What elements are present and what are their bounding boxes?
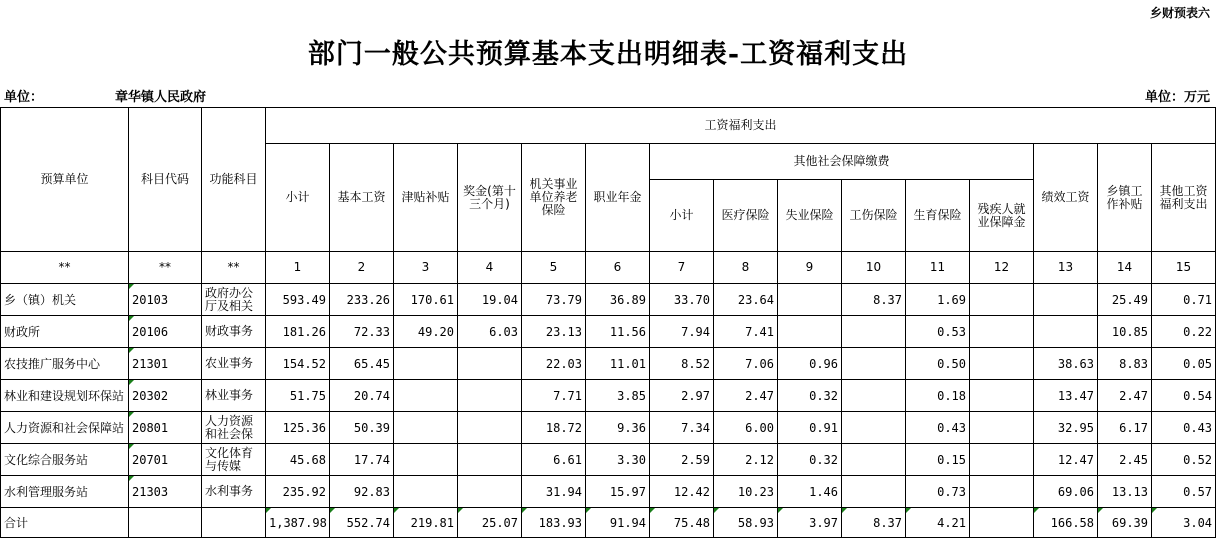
table-row — [1, 444, 1216, 476]
header-performance: 绩效工资 — [1034, 144, 1098, 252]
index-cell: 1 — [266, 252, 330, 284]
cell-amount: 23.64 — [714, 284, 778, 316]
cell-amount: 125.36 — [266, 412, 330, 444]
cell-amount: 15.97 — [586, 476, 650, 508]
cell-amount: 8.83 — [1098, 348, 1152, 380]
cell-amount: 0.43 — [906, 412, 970, 444]
header-other-social-security: 其他社会保障缴费 — [650, 144, 1034, 180]
unit-label: 单位： — [4, 90, 44, 105]
index-cell: 4 — [458, 252, 522, 284]
cell-amount — [458, 348, 522, 380]
header-function-subject: 功能科目 — [202, 108, 266, 252]
cell-amount: 2.12 — [714, 444, 778, 476]
cell-amount — [458, 412, 522, 444]
header-injury: 工伤保险 — [842, 180, 906, 252]
index-cell: 2 — [330, 252, 394, 284]
cell-amount: 0.73 — [906, 476, 970, 508]
cell-amount: 233.26 — [330, 284, 394, 316]
cell-amount — [970, 380, 1034, 412]
index-row — [1, 252, 1216, 284]
cell-amount: 11.01 — [586, 348, 650, 380]
cell-amount: 6.03 — [458, 316, 522, 348]
header-medical: 医疗保险 — [714, 180, 778, 252]
cell-amount: 9.36 — [586, 412, 650, 444]
table-row — [1, 380, 1216, 412]
cell-amount — [842, 444, 906, 476]
cell-function-subject: 财政事务 — [202, 316, 266, 348]
cell-amount: 11.56 — [586, 316, 650, 348]
header-other-welfare: 其他工资福利支出 — [1152, 144, 1216, 252]
currency-unit-label: 单位：万元 — [1144, 90, 1210, 105]
cell-amount: 170.61 — [394, 284, 458, 316]
cell-amount: 0.32 — [778, 444, 842, 476]
header-bonus: 奖金(第十三个月) — [458, 144, 522, 252]
cell-amount: 19.04 — [458, 284, 522, 316]
cell-budget-unit: 人力资源和社会保障站 — [1, 412, 129, 444]
cell-subject-code: 20103 — [129, 284, 202, 316]
header-budget-unit: 预算单位 — [1, 108, 129, 252]
cell-amount: 8.52 — [650, 348, 714, 380]
header-maternity: 生育保险 — [906, 180, 970, 252]
cell-function-subject: 人力资源和社会保 — [202, 412, 266, 444]
cell-amount — [970, 412, 1034, 444]
index-cell: 8 — [714, 252, 778, 284]
cell-amount — [842, 316, 906, 348]
cell-amount: 0.15 — [906, 444, 970, 476]
cell-amount: 235.92 — [266, 476, 330, 508]
cell-budget-unit: 林业和建设规划环保站 — [1, 380, 129, 412]
cell-amount: 2.47 — [714, 380, 778, 412]
cell-amount: 0.57 — [1152, 476, 1216, 508]
cell-amount: 20.74 — [330, 380, 394, 412]
header-allowance: 津贴补贴 — [394, 144, 458, 252]
cell-amount: 0.71 — [1152, 284, 1216, 316]
index-cell: 11 — [906, 252, 970, 284]
cell-amount: 1.69 — [906, 284, 970, 316]
header-subject-code: 科目代码 — [129, 108, 202, 252]
cell-amount: 0.32 — [778, 380, 842, 412]
cell-amount: 91.94 — [586, 508, 650, 538]
cell-amount: 25.07 — [458, 508, 522, 538]
cell-amount: 7.34 — [650, 412, 714, 444]
cell-amount: 51.75 — [266, 380, 330, 412]
cell-amount: 32.95 — [1034, 412, 1098, 444]
cell-amount: 1,387.98 — [266, 508, 330, 538]
cell-amount: 2.97 — [650, 380, 714, 412]
cell-amount — [970, 316, 1034, 348]
cell-amount: 7.06 — [714, 348, 778, 380]
cell-amount: 69.06 — [1034, 476, 1098, 508]
table-row — [1, 476, 1216, 508]
cell-amount — [842, 412, 906, 444]
index-cell: 3 — [394, 252, 458, 284]
index-cell: 10 — [842, 252, 906, 284]
cell-amount: 0.91 — [778, 412, 842, 444]
page-title: 部门一般公共预算基本支出明细表-工资福利支出 — [307, 39, 909, 70]
cell-amount: 31.94 — [522, 476, 586, 508]
cell-amount: 8.37 — [842, 508, 906, 538]
index-cell: 15 — [1152, 252, 1216, 284]
cell-amount: 0.53 — [906, 316, 970, 348]
cell-amount: 72.33 — [330, 316, 394, 348]
cell-amount: 38.63 — [1034, 348, 1098, 380]
unit-org-name: 章华镇人民政府 — [115, 90, 207, 105]
cell-amount: 7.41 — [714, 316, 778, 348]
cell-function-subject: 政府办公厅及相关 — [202, 284, 266, 316]
cell-amount: 49.20 — [394, 316, 458, 348]
cell-amount — [778, 316, 842, 348]
cell-amount — [394, 380, 458, 412]
cell-amount: 22.03 — [522, 348, 586, 380]
cell-amount: 10.85 — [1098, 316, 1152, 348]
cell-amount — [970, 348, 1034, 380]
cell-amount — [394, 412, 458, 444]
cell-amount: 92.83 — [330, 476, 394, 508]
cell-amount: 181.26 — [266, 316, 330, 348]
cell-function-subject: 水利事务 — [202, 476, 266, 508]
cell-amount: 1.46 — [778, 476, 842, 508]
cell-budget-unit: 乡（镇）机关 — [1, 284, 129, 316]
budget-table — [0, 107, 1216, 538]
index-cell: ** — [129, 252, 202, 284]
cell-amount: 2.59 — [650, 444, 714, 476]
cell-amount: 0.18 — [906, 380, 970, 412]
cell-amount — [458, 476, 522, 508]
cell-amount — [842, 476, 906, 508]
cell-amount: 3.85 — [586, 380, 650, 412]
cell-amount — [970, 444, 1034, 476]
cell-amount: 4.21 — [906, 508, 970, 538]
header-pension: 机关事业单位养老保险 — [522, 144, 586, 252]
index-cell: ** — [202, 252, 266, 284]
cell-amount: 13.47 — [1034, 380, 1098, 412]
cell-amount: 0.96 — [778, 348, 842, 380]
cell-amount: 33.70 — [650, 284, 714, 316]
cell-amount: 6.17 — [1098, 412, 1152, 444]
header-salary-welfare: 工资福利支出 — [266, 108, 1216, 144]
cell-amount: 12.42 — [650, 476, 714, 508]
cell-amount: 154.52 — [266, 348, 330, 380]
cell-subject-code: 20701 — [129, 444, 202, 476]
table-row — [1, 412, 1216, 444]
cell-amount: 0.52 — [1152, 444, 1216, 476]
cell-function-subject: 农业事务 — [202, 348, 266, 380]
cell-subject-code: 21301 — [129, 348, 202, 380]
index-cell: ** — [1, 252, 129, 284]
total-row — [1, 508, 1216, 538]
cell-amount — [842, 380, 906, 412]
cell-amount — [394, 476, 458, 508]
header-unemployment: 失业保险 — [778, 180, 842, 252]
cell-amount: 0.05 — [1152, 348, 1216, 380]
cell-budget-unit: 农技推广服务中心 — [1, 348, 129, 380]
cell-budget-unit: 水利管理服务站 — [1, 476, 129, 508]
cell-amount: 23.13 — [522, 316, 586, 348]
cell-subject-code: 20106 — [129, 316, 202, 348]
cell-amount — [970, 508, 1034, 538]
cell-amount: 25.49 — [1098, 284, 1152, 316]
cell-amount — [970, 476, 1034, 508]
cell-amount: 2.45 — [1098, 444, 1152, 476]
cell-function-subject: 林业事务 — [202, 380, 266, 412]
cell-amount: 219.81 — [394, 508, 458, 538]
cell-amount — [1034, 284, 1098, 316]
cell-amount: 6.61 — [522, 444, 586, 476]
cell-amount: 45.68 — [266, 444, 330, 476]
header-basic-salary: 基本工资 — [330, 144, 394, 252]
header-disabled: 残疾人就业保障金 — [970, 180, 1034, 252]
cell-amount: 0.50 — [906, 348, 970, 380]
cell-function-subject: 文化体育与传媒 — [202, 444, 266, 476]
cell-amount: 73.79 — [522, 284, 586, 316]
cell-amount — [842, 348, 906, 380]
cell-amount: 18.72 — [522, 412, 586, 444]
cell-amount: 7.94 — [650, 316, 714, 348]
cell-amount — [970, 284, 1034, 316]
table-row — [1, 348, 1216, 380]
header-township-allowance: 乡镇工作补贴 — [1098, 144, 1152, 252]
table-body — [1, 284, 1216, 538]
header-ss-subtotal: 小计 — [650, 180, 714, 252]
cell-amount: 65.45 — [330, 348, 394, 380]
cell-amount — [394, 444, 458, 476]
table-row — [1, 316, 1216, 348]
cell-amount: 6.00 — [714, 412, 778, 444]
cell-amount: 36.89 — [586, 284, 650, 316]
cell-amount — [458, 444, 522, 476]
cell-amount — [778, 284, 842, 316]
cell-amount: 12.47 — [1034, 444, 1098, 476]
cell-amount: 75.48 — [650, 508, 714, 538]
index-cell: 5 — [522, 252, 586, 284]
cell-budget-unit: 合计 — [1, 508, 129, 538]
cell-amount: 58.93 — [714, 508, 778, 538]
header-subtotal: 小计 — [266, 144, 330, 252]
cell-amount: 552.74 — [330, 508, 394, 538]
table-row — [1, 284, 1216, 316]
cell-amount: 10.23 — [714, 476, 778, 508]
cell-function-subject — [202, 508, 266, 538]
cell-amount: 0.54 — [1152, 380, 1216, 412]
table-number-label: 乡财预表六 — [1149, 6, 1210, 20]
cell-amount: 3.97 — [778, 508, 842, 538]
cell-amount — [458, 380, 522, 412]
cell-subject-code — [129, 508, 202, 538]
cell-amount — [394, 348, 458, 380]
cell-amount: 166.58 — [1034, 508, 1098, 538]
cell-amount: 3.04 — [1152, 508, 1216, 538]
cell-amount: 593.49 — [266, 284, 330, 316]
cell-amount: 0.43 — [1152, 412, 1216, 444]
cell-subject-code: 20302 — [129, 380, 202, 412]
index-cell: 7 — [650, 252, 714, 284]
cell-amount — [1034, 316, 1098, 348]
cell-subject-code: 20801 — [129, 412, 202, 444]
cell-amount: 13.13 — [1098, 476, 1152, 508]
cell-amount: 8.37 — [842, 284, 906, 316]
cell-amount: 183.93 — [522, 508, 586, 538]
cell-amount: 2.47 — [1098, 380, 1152, 412]
cell-budget-unit: 财政所 — [1, 316, 129, 348]
cell-amount: 50.39 — [330, 412, 394, 444]
index-cell: 6 — [586, 252, 650, 284]
cell-amount: 3.30 — [586, 444, 650, 476]
cell-amount: 7.71 — [522, 380, 586, 412]
index-cell: 12 — [970, 252, 1034, 284]
cell-subject-code: 21303 — [129, 476, 202, 508]
index-cell: 9 — [778, 252, 842, 284]
header-occupational-annuity: 职业年金 — [586, 144, 650, 252]
index-cell: 13 — [1034, 252, 1098, 284]
cell-budget-unit: 文化综合服务站 — [1, 444, 129, 476]
index-cell: 14 — [1098, 252, 1152, 284]
cell-amount: 69.39 — [1098, 508, 1152, 538]
cell-amount: 0.22 — [1152, 316, 1216, 348]
cell-amount: 17.74 — [330, 444, 394, 476]
